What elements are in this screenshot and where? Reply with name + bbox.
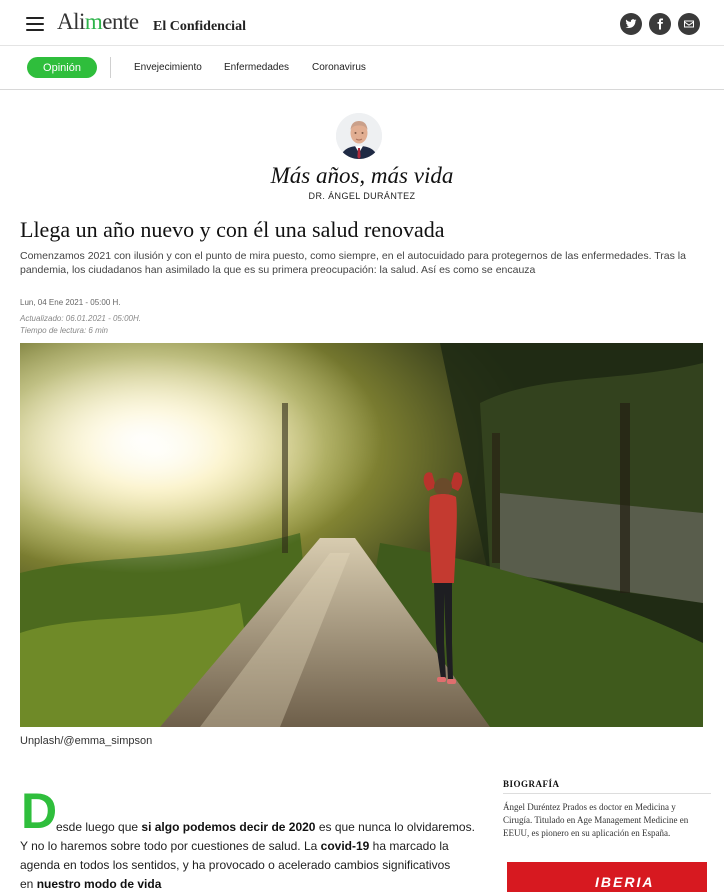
bio-title: BIOGRAFÍA	[503, 779, 711, 794]
author-avatar[interactable]	[336, 113, 382, 159]
section-nav	[0, 46, 724, 90]
drop-cap: D	[21, 783, 58, 839]
article-standfirst: Comenzamos 2021 con ilusión y con el punto de mira puesto, como siempre, en el autocuidado para protegernos de las enfermedades. Tras la pandemia, los ciudadanos han asimilado la que es su primera preocupación: la salud. Así es como se encauza	[20, 250, 686, 276]
publish-date: Lun, 04 Ene 2021 - 05:00 H.	[20, 298, 121, 307]
article-body	[20, 818, 490, 892]
body-text: ha marcado la	[369, 839, 449, 853]
nav-divider	[110, 57, 111, 78]
article-image	[20, 343, 703, 727]
column-author[interactable]: DR. ÁNGEL DURÁNTEZ	[308, 191, 416, 201]
image-caption: Unplash/@emma_simpson	[20, 735, 153, 747]
top-bar	[0, 0, 724, 46]
body-text: es que nunca lo olvidaremos.	[315, 820, 475, 834]
body-link[interactable]: nuestro modo de vida	[36, 877, 162, 891]
column-title[interactable]: Más años, más vida	[270, 163, 454, 188]
updated-date: Actualizado: 06.01.2021 - 05:00H.	[20, 314, 141, 323]
logo-part: Ali	[57, 9, 85, 34]
el-confidencial-logo[interactable]: El Confidencial	[153, 19, 246, 34]
body-text: en	[20, 877, 37, 891]
body-link[interactable]: covid-19	[320, 839, 370, 853]
nav-link-enfermedades[interactable]: Enfermedades	[224, 62, 290, 73]
logo-accent: m	[84, 9, 103, 34]
body-text: esde luego que	[56, 820, 142, 834]
body-link[interactable]: si algo podemos decir de 2020	[141, 820, 316, 834]
tab-opinion[interactable]: Opinión	[27, 57, 97, 78]
twitter-icon[interactable]	[620, 13, 642, 35]
ad-text: IBERIA	[595, 874, 655, 890]
ad-banner[interactable]	[507, 862, 707, 892]
body-line	[20, 875, 490, 892]
facebook-icon[interactable]	[649, 13, 671, 35]
logo-part: ente	[102, 9, 139, 34]
body-line	[20, 837, 490, 856]
body-text: Y no lo haremos sobre todo por cuestiones de salud. La	[20, 839, 321, 853]
bio-text: Ángel Duréntez Prados es doctor en Medicina y Cirugía. Titulado en Age Management Medicine en EEUU, es pionero en su aplicación en España.	[503, 802, 689, 838]
body-line	[20, 818, 490, 837]
read-time: Tiempo de lectura: 6 min	[20, 326, 108, 335]
nav-link-envejecimiento[interactable]: Envejecimiento	[134, 62, 202, 73]
alimente-logo[interactable]	[57, 9, 139, 35]
article-headline: Llega un año nuevo y con él una salud renovada	[20, 217, 445, 242]
mail-icon[interactable]	[678, 13, 700, 35]
body-line: agenda en todos los sentidos, y ha provocado o acelerado cambios significativos	[20, 858, 451, 872]
nav-link-coronavirus[interactable]: Coronavirus	[312, 62, 366, 73]
menu-icon[interactable]	[26, 17, 44, 31]
